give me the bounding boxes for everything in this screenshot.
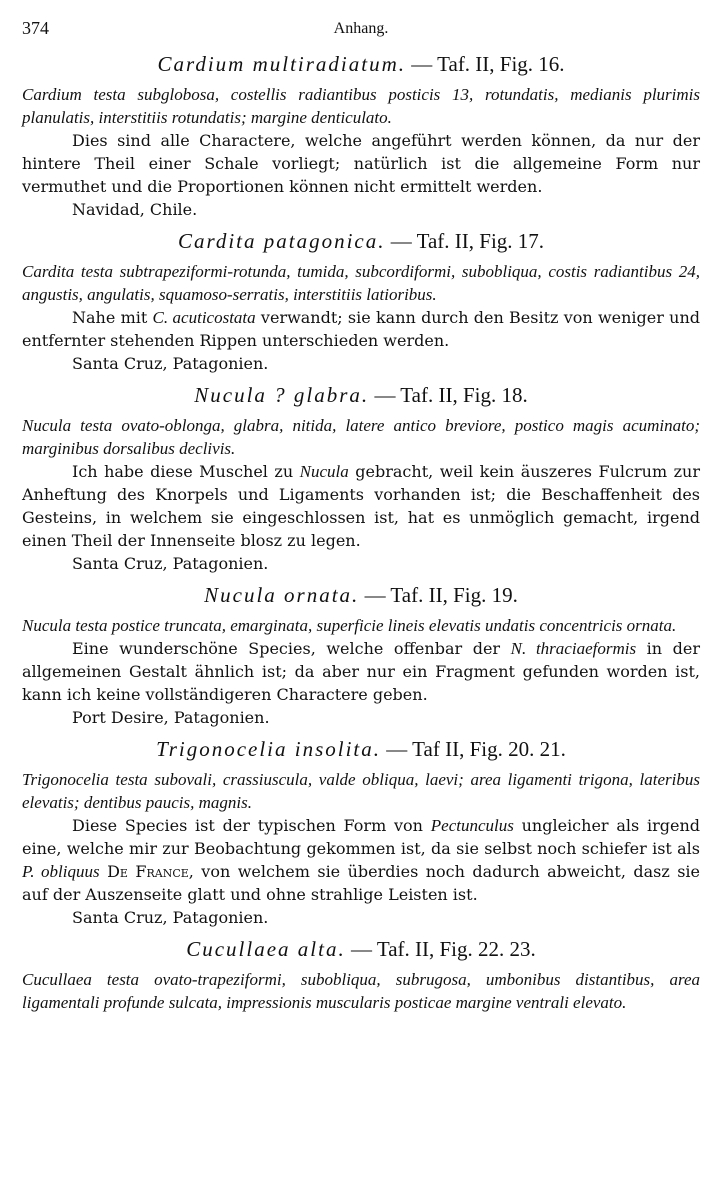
locality: Port Desire, Patagonien. — [72, 708, 270, 727]
taxon-name: C. acuticostata — [152, 308, 256, 327]
plate-reference: — Taf. II, Fig. 17. — [385, 229, 545, 253]
running-head — [22, 14, 700, 44]
species-name: Cardita patagonica. — [177, 229, 386, 253]
remarks-text: gebracht, weil kein äuszeres Fulcrum zur Anheftung des Knorpels und Ligaments vorhanden ist; die Beschaffenheit des Gesteins, in welchem sie eingeschlossen ist, hat es unmöglich gemacht, irgend einen Theil der Innenseite blosz zu legen. — [22, 462, 700, 550]
species-name: Nucula ornata. — [204, 583, 360, 607]
remarks-text: , von welchem sie überdies noch dadurch abweicht, dasz sie auf der Auszenseite glatt und ohne strahlige Leisten ist. — [22, 862, 701, 904]
latin-diagnosis: Nucula testa postice truncata, emarginata, superficie lineis elevatis undatis concentricis ornata. — [22, 616, 677, 635]
locality: Santa Cruz, Patagonien. — [72, 354, 269, 373]
remarks-text: verwandt; sie kann durch den Besitz von weniger und entfernter stehenden Rippen unterschieden werden. — [22, 308, 700, 350]
page-number: 374 — [22, 18, 49, 38]
latin-diagnosis: Cucullaea testa ovato-trapeziformi, subobliqua, subrugosa, umbonibus distantibus, area ligamentali profunde sulcata, impressionis muscularis posticae margine ventrali elevato. — [22, 970, 700, 1012]
species-heading — [22, 937, 700, 962]
taxon-name: Pectunculus — [430, 816, 514, 835]
species-entry-nucula-ornata — [22, 583, 700, 729]
remarks-paragraph — [22, 460, 700, 552]
plate-reference: — Taf. II, Fig. 22. 23. — [345, 937, 536, 961]
remarks-paragraph: Dies sind alle Charactere, welche angeführt werden können, da nur der hintere Theil einer Schale vorliegt; natürlich ist die allgemeine Form nur vermuthet und die Proportionen können nicht ermittelt werden. — [22, 131, 700, 196]
species-entry-cardium-multiradiatum — [22, 52, 700, 221]
latin-diagnosis: Cardita testa subtrapeziformi-rotunda, tumida, subcordiformi, subobliqua, costis radiantibus 24, angustis, angulatis, squamoso-serratis, interstitiis latioribus. — [22, 262, 700, 304]
species-entry-nucula-glabra — [22, 383, 700, 575]
author-name: De France — [107, 862, 189, 881]
species-entry-trigonocelia-insolita — [22, 737, 700, 929]
running-title: Anhang. — [333, 20, 389, 37]
species-heading — [22, 737, 700, 762]
species-name: Trigonocelia insolita. — [156, 737, 382, 761]
remarks-paragraph — [22, 814, 700, 906]
latin-diagnosis: Nucula testa ovato-oblonga, glabra, nitida, latere antico breviore, postico magis acuminato; marginibus dorsalibus declivis. — [22, 416, 700, 458]
remarks-text: Ich habe diese Muschel zu — [72, 462, 300, 481]
remarks-text: Diese Species ist der typischen Form von — [72, 816, 431, 835]
remarks-text: ungleicher als irgend eine, welche mir zur Beobachtung gekommen ist, da sie selbst noch schiefer ist als — [22, 816, 700, 858]
taxon-name: P. obliquus — [22, 862, 100, 881]
latin-diagnosis: Cardium testa subglobosa, costellis radiantibus posticis 13, rotundatis, medianis plurimis planulatis, interstitiis rotundatis; margine denticulato. — [22, 85, 700, 127]
locality: Santa Cruz, Patagonien. — [72, 908, 269, 927]
species-name: Nucula ? glabra. — [194, 383, 370, 407]
species-entry-cardita-patagonica — [22, 229, 700, 375]
remarks-paragraph — [22, 306, 700, 352]
species-heading — [22, 583, 700, 608]
species-name: Cardium multiradiatum. — [157, 52, 407, 76]
species-heading — [22, 52, 700, 77]
species-heading — [22, 383, 700, 408]
plate-reference: — Taf II, Fig. 20. 21. — [381, 737, 566, 761]
species-name: Cucullaea alta. — [186, 937, 346, 961]
remarks-text: Eine wunderschöne Species, welche offenbar der — [72, 639, 511, 658]
taxon-name: Nucula — [299, 462, 349, 481]
remarks-text: in der allgemeinen Gestalt ähnlich ist; da aber nur ein Fragment gefunden worden ist, kann ich keine vollständigeren Charactere geben. — [22, 639, 700, 704]
taxon-name: N. thraciaeformis — [510, 639, 637, 658]
remarks-text — [100, 862, 107, 881]
plate-reference: — Taf. II, Fig. 16. — [406, 52, 565, 76]
remarks-paragraph — [22, 637, 700, 706]
latin-diagnosis: Trigonocelia testa subovali, crassiuscula, valde obliqua, laevi; area ligamenti trigona, lateribus elevatis; dentibus paucis, magnis. — [22, 770, 700, 812]
plate-reference: — Taf. II, Fig. 19. — [359, 583, 518, 607]
remarks-text: Nahe mit — [72, 308, 153, 327]
plate-reference: — Taf. II, Fig. 18. — [369, 383, 528, 407]
locality: Navidad, Chile. — [72, 200, 198, 219]
species-entry-cucullaea-alta — [22, 937, 700, 1014]
locality: Santa Cruz, Patagonien. — [72, 554, 269, 573]
species-heading — [22, 229, 700, 254]
